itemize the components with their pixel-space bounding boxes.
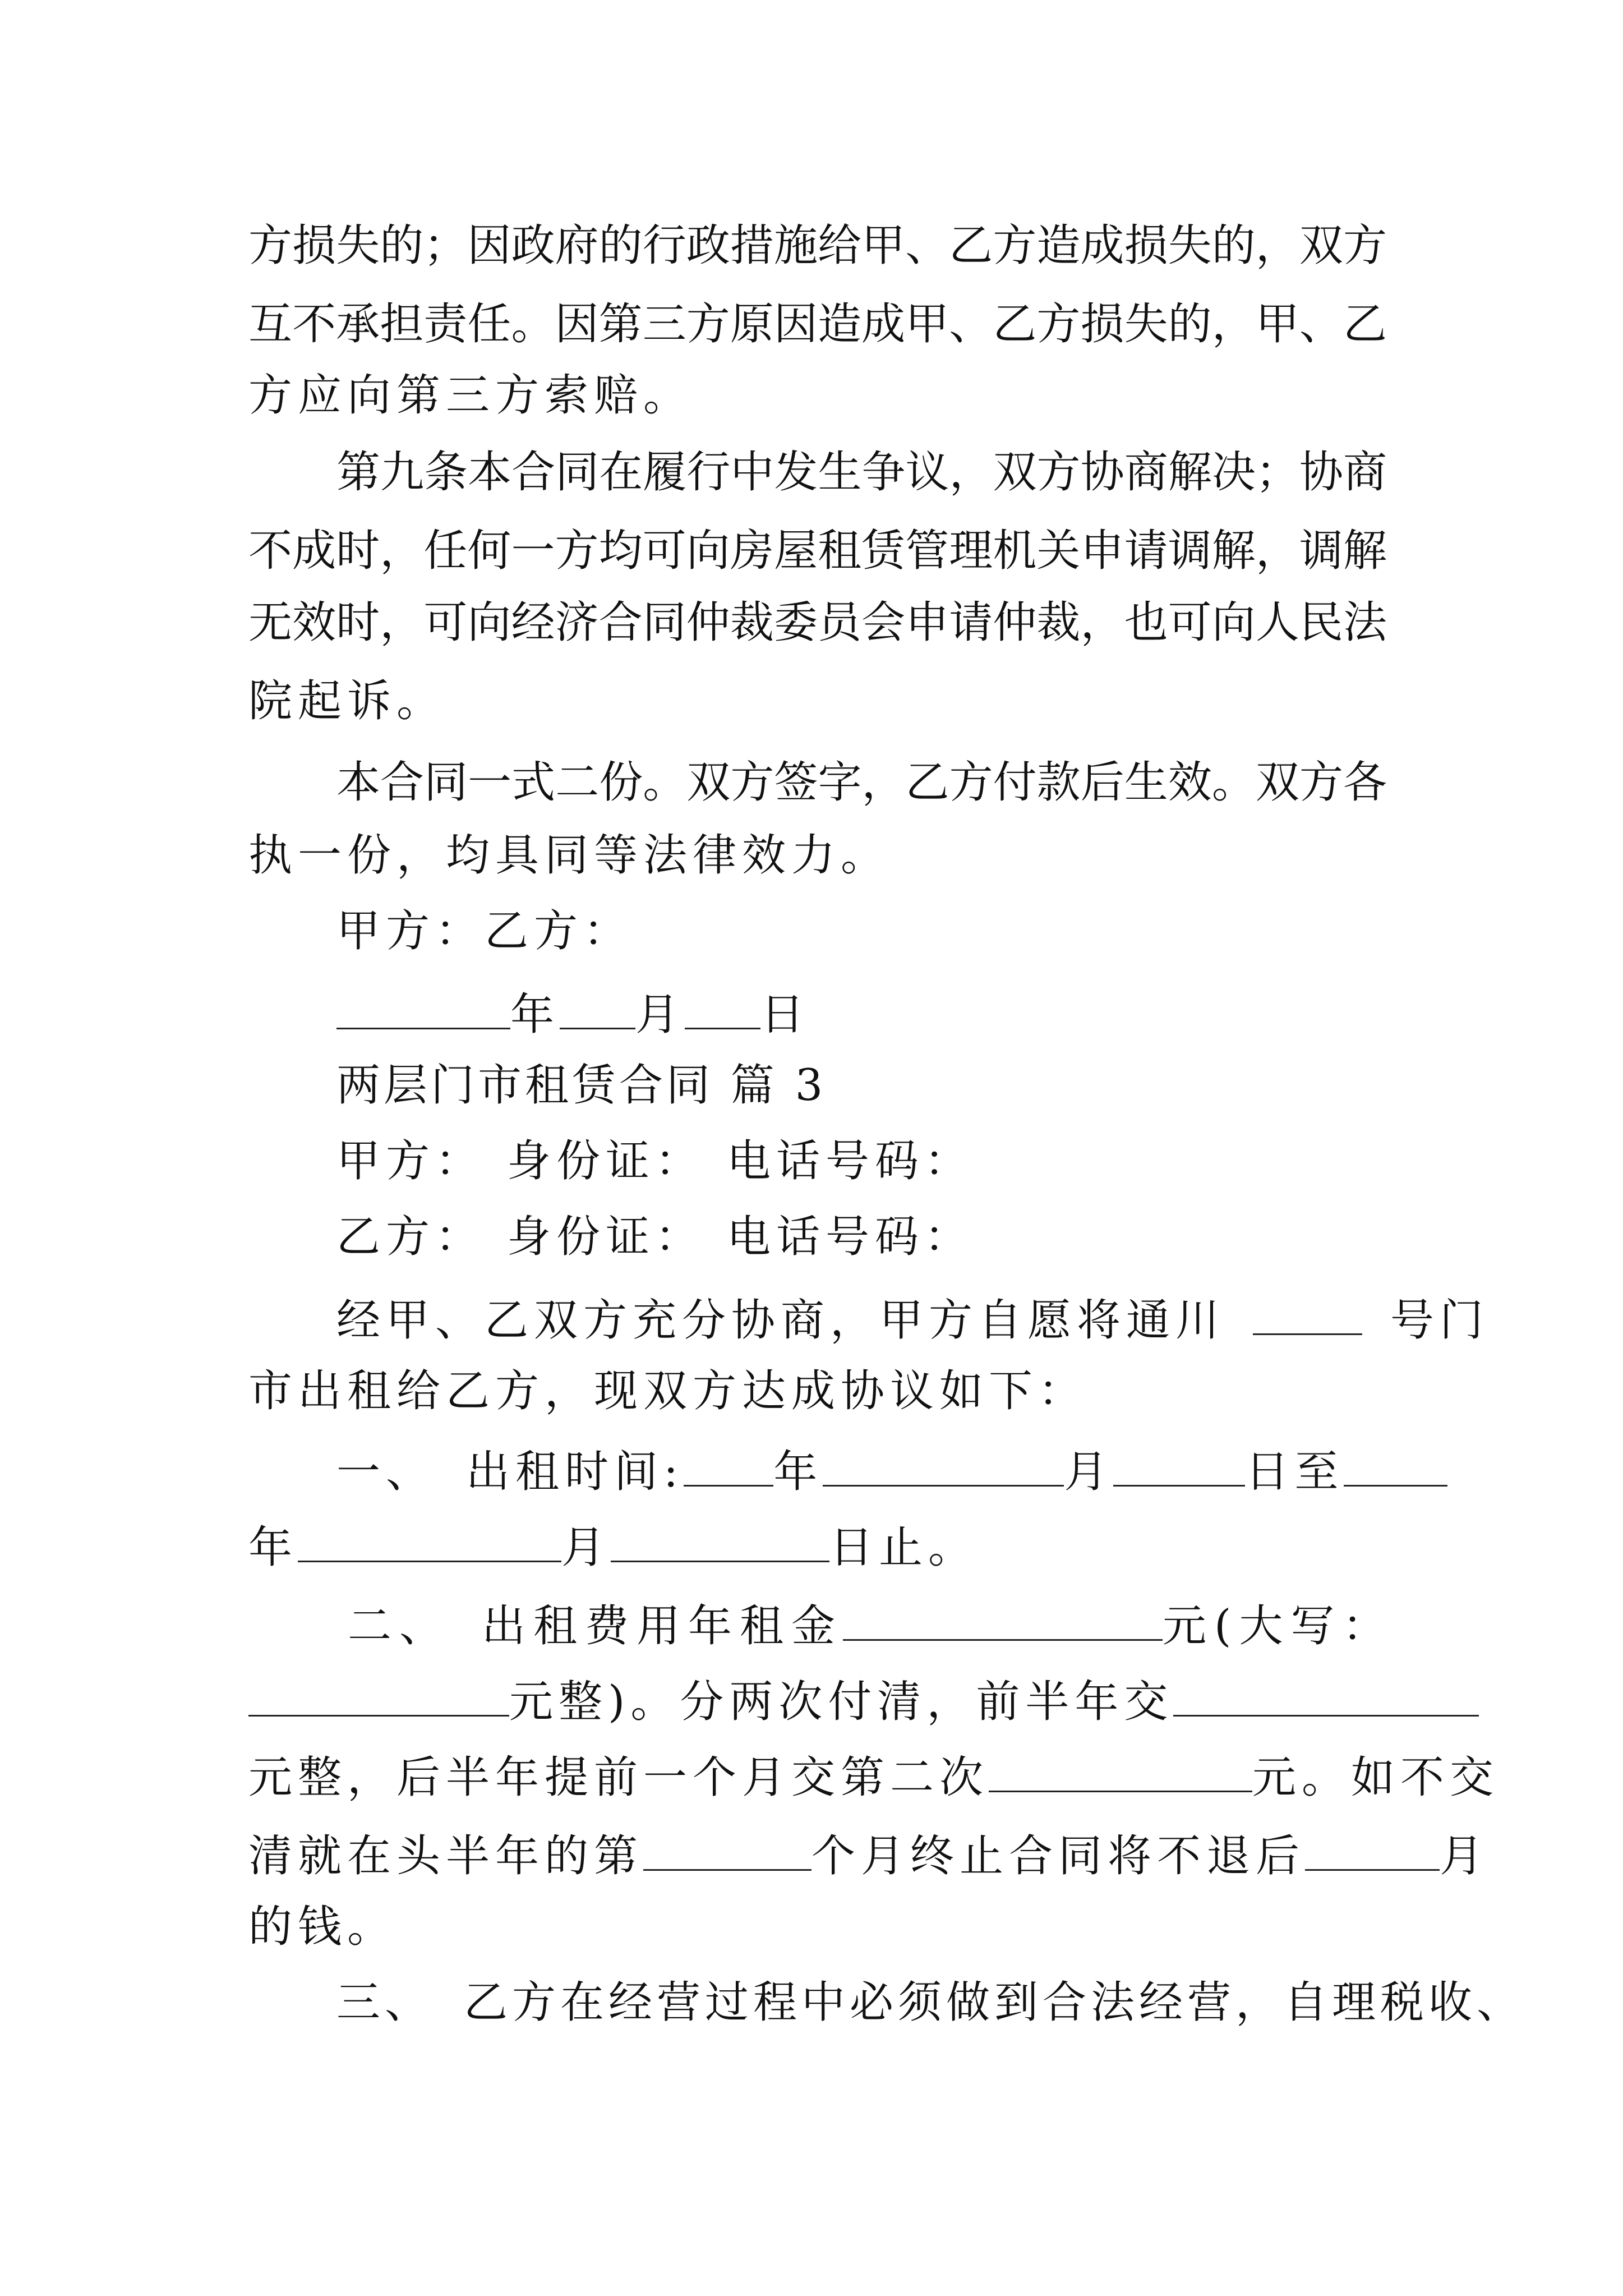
blank-months-refund	[1305, 1818, 1440, 1871]
payment-text: 元整)。分两次付清，前半年交	[509, 1677, 1174, 1727]
blank-start-month	[823, 1433, 1064, 1487]
blank-year	[336, 976, 510, 1029]
month-label: 月	[1064, 1447, 1114, 1497]
paragraph-line: 方应向第三方索赔。	[248, 370, 693, 421]
signature-date	[336, 976, 1387, 1043]
termination-text: 个月终止合同将不退后	[811, 1831, 1306, 1881]
paragraph-line: 方损失的；因政府的行政措施给甲、乙方造成损失的，双方	[248, 220, 1387, 271]
clause-2-line	[348, 1588, 1394, 1655]
month-label: 月	[635, 990, 685, 1040]
party-b-line	[336, 1203, 1387, 1271]
party-a-label: 甲方：	[336, 1136, 485, 1186]
intro-text: 经甲、乙双方充分协商，甲方自愿将通川	[336, 1295, 1225, 1346]
clause-text: 乙方在经营过程中必须做到合法经营，自理税收、	[464, 1977, 1525, 2028]
termination-text: 清就在头半年的第	[248, 1831, 644, 1881]
party-b-label: 乙方：	[336, 1212, 485, 1262]
day-label: 日	[760, 990, 810, 1040]
blank-shop-number	[1253, 1282, 1362, 1335]
blank-end-month	[298, 1509, 561, 1562]
party-a-id-label: 身份证：	[507, 1136, 705, 1186]
paragraph-line: 第九条本合同在履行中发生争议，双方协商解决；协商	[336, 447, 1387, 498]
blank-first-half	[1173, 1663, 1479, 1717]
month-label: 月	[1440, 1831, 1490, 1881]
paragraph-line: 互不承担责任。因第三方原因造成甲、乙方损失的，甲、乙	[248, 299, 1387, 349]
paragraph-line: 执一份，均具同等法律效力。	[248, 830, 891, 881]
day-to-label: 日至	[1245, 1447, 1344, 1497]
clause-number: 二、	[348, 1601, 451, 1651]
blank-end-year-lead	[1344, 1433, 1447, 1487]
year-label: 年	[248, 1522, 298, 1573]
paragraph-line: 无效时，可向经济合同仲裁委员会申请仲裁，也可向人民法	[248, 597, 1387, 648]
clause-2-line	[248, 1663, 1387, 1731]
blank-day	[685, 976, 760, 1029]
year-label: 年	[510, 990, 560, 1040]
clause-2-line	[248, 1818, 1490, 1885]
clause-label: 出租费用年租金	[482, 1601, 843, 1651]
intro-text-end: 号门	[1390, 1295, 1490, 1346]
clause-2-line	[248, 1739, 1500, 1806]
paragraph-line: 不成时，任何一方均可向房屋租赁管理机关申请调解，调解	[248, 526, 1387, 576]
yuan-upper-label: 元(大写：	[1163, 1601, 1394, 1651]
party-b-phone-label: 电话号码：	[727, 1212, 974, 1262]
clause-1-line	[336, 1433, 1387, 1501]
clause-2-line: 的钱。	[248, 1902, 397, 1952]
blank-month-count	[643, 1818, 811, 1871]
payment-text: 元。如不交	[1252, 1752, 1500, 1803]
month-label: 月	[561, 1522, 611, 1573]
signature-parties: 甲方：乙方：	[336, 906, 633, 956]
party-b-id-label: 身份证：	[507, 1212, 705, 1262]
paragraph-line: 院起诉。	[248, 676, 446, 726]
clause-label: 出租时间:	[466, 1447, 684, 1497]
clause-number: 一、	[336, 1447, 436, 1497]
party-a-phone-label: 电话号码：	[727, 1136, 974, 1186]
paragraph-line: 本合同一式二份。双方签字，乙方付款后生效。双方各	[336, 757, 1387, 808]
blank-start-day	[1113, 1433, 1245, 1487]
intro-line: 市出租给乙方，现双方达成协议如下：	[248, 1366, 1088, 1416]
clause-1-line	[248, 1509, 1387, 1576]
party-a-line	[336, 1128, 1387, 1195]
section-title: 两层门市租赁合同 篇 3	[336, 1060, 827, 1111]
year-label: 年	[773, 1447, 823, 1497]
blank-start-year	[684, 1433, 773, 1487]
clause-3-line	[336, 1969, 1525, 2036]
day-end-label: 日止。	[829, 1522, 978, 1573]
payment-text: 元整，后半年提前一个月交第二次	[248, 1752, 989, 1803]
intro-line	[336, 1282, 1490, 1349]
blank-end-day	[611, 1509, 829, 1562]
clause-number: 三、	[336, 1977, 434, 2028]
blank-annual-rent	[843, 1588, 1163, 1641]
blank-month	[560, 976, 635, 1029]
blank-rent-uppercase	[248, 1663, 509, 1717]
blank-second-payment	[989, 1739, 1252, 1792]
